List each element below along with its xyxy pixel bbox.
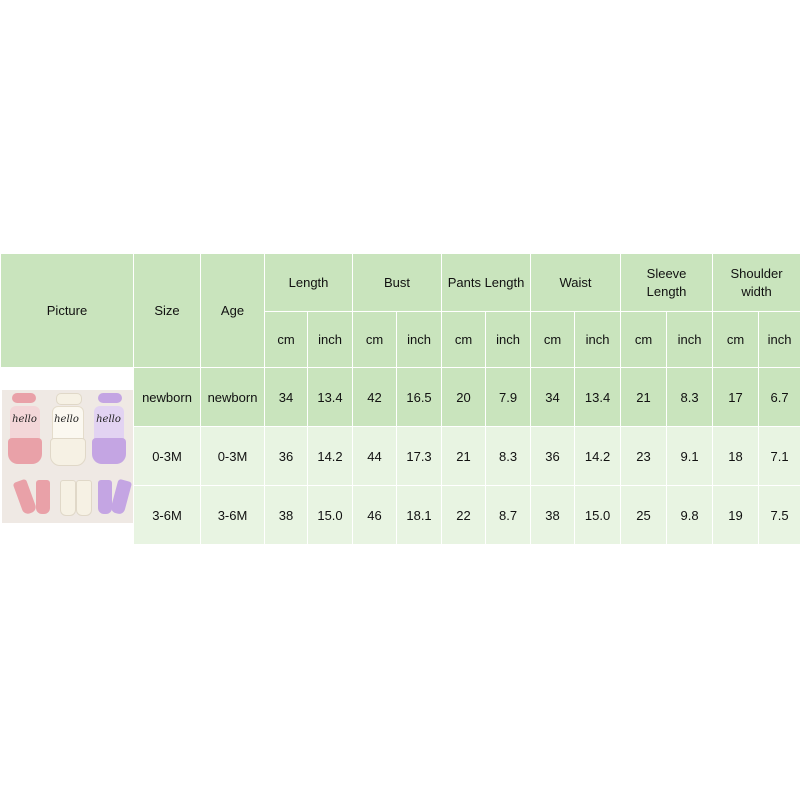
value-cell: 7.9 — [486, 368, 531, 427]
value-cell: 46 — [353, 486, 397, 545]
value-cell: 15.0 — [575, 486, 621, 545]
value-cell: 8.3 — [667, 368, 713, 427]
unit-cell: inch — [575, 312, 621, 368]
header-row — [1, 254, 800, 312]
unit-cell: cm — [353, 312, 397, 368]
cream-headband-bow — [56, 393, 82, 405]
hello-print: hello — [96, 413, 121, 425]
unit-cell: cm — [621, 312, 667, 368]
value-cell: 7.5 — [759, 486, 800, 545]
value-cell: 42 — [353, 368, 397, 427]
value-cell: 34 — [531, 368, 575, 427]
value-cell: 36 — [265, 427, 308, 486]
unit-cell: inch — [486, 312, 531, 368]
size-cell: 3-6M — [134, 486, 201, 545]
value-cell: 8.7 — [486, 486, 531, 545]
header-length: Length — [265, 254, 353, 312]
cream-sock — [60, 480, 76, 516]
unit-cell: cm — [442, 312, 486, 368]
header-picture: Picture — [1, 254, 134, 368]
value-cell: 38 — [531, 486, 575, 545]
unit-cell: inch — [759, 312, 800, 368]
value-cell: 44 — [353, 427, 397, 486]
unit-cell: inch — [397, 312, 442, 368]
unit-cell: cm — [265, 312, 308, 368]
header-age: Age — [201, 254, 265, 368]
value-cell: 21 — [621, 368, 667, 427]
lavender-sock — [98, 480, 112, 514]
value-cell: 34 — [265, 368, 308, 427]
unit-cell: cm — [531, 312, 575, 368]
lavender-headband-bow — [98, 393, 122, 403]
value-cell: 14.2 — [575, 427, 621, 486]
cream-ruffle-shorts — [50, 438, 86, 466]
value-cell: 25 — [621, 486, 667, 545]
header-sleeve-length: Sleeve Length — [621, 254, 713, 312]
value-cell: 16.5 — [397, 368, 442, 427]
lavender-ruffle-shorts — [92, 438, 126, 464]
value-cell: 13.4 — [575, 368, 621, 427]
pink-headband-bow — [12, 393, 36, 403]
value-cell: 17.3 — [397, 427, 442, 486]
header-bust: Bust — [353, 254, 442, 312]
lavender-sock — [109, 478, 131, 514]
value-cell: 14.2 — [308, 427, 353, 486]
value-cell: 18.1 — [397, 486, 442, 545]
value-cell: 9.1 — [667, 427, 713, 486]
value-cell: 8.3 — [486, 427, 531, 486]
pink-sock — [36, 480, 50, 514]
value-cell: 15.0 — [308, 486, 353, 545]
hello-print: hello — [12, 413, 37, 425]
unit-cell: inch — [667, 312, 713, 368]
value-cell: 23 — [621, 427, 667, 486]
value-cell: 9.8 — [667, 486, 713, 545]
pink-sock — [12, 478, 37, 515]
value-cell: 17 — [713, 368, 759, 427]
value-cell: 18 — [713, 427, 759, 486]
value-cell: 38 — [265, 486, 308, 545]
size-cell: 0-3M — [134, 427, 201, 486]
header-shoulder-width: Shoulder width — [713, 254, 800, 312]
value-cell: 22 — [442, 486, 486, 545]
size-chart-table — [0, 253, 800, 545]
age-cell: 0-3M — [201, 427, 265, 486]
value-cell: 13.4 — [308, 368, 353, 427]
cream-sock — [76, 480, 92, 516]
pink-ruffle-shorts — [8, 438, 42, 464]
value-cell: 7.1 — [759, 427, 800, 486]
value-cell: 6.7 — [759, 368, 800, 427]
value-cell: 21 — [442, 427, 486, 486]
header-waist: Waist — [531, 254, 621, 312]
value-cell: 20 — [442, 368, 486, 427]
hello-print: hello — [54, 413, 79, 425]
unit-cell: cm — [713, 312, 759, 368]
table-row — [1, 368, 800, 427]
unit-cell: inch — [308, 312, 353, 368]
value-cell: 36 — [531, 427, 575, 486]
product-photo — [2, 390, 133, 523]
age-cell: 3-6M — [201, 486, 265, 545]
header-pants-length: Pants Length — [442, 254, 531, 312]
header-size: Size — [134, 254, 201, 368]
age-cell: newborn — [201, 368, 265, 427]
size-cell: newborn — [134, 368, 201, 427]
product-picture-cell — [1, 368, 134, 545]
value-cell: 19 — [713, 486, 759, 545]
